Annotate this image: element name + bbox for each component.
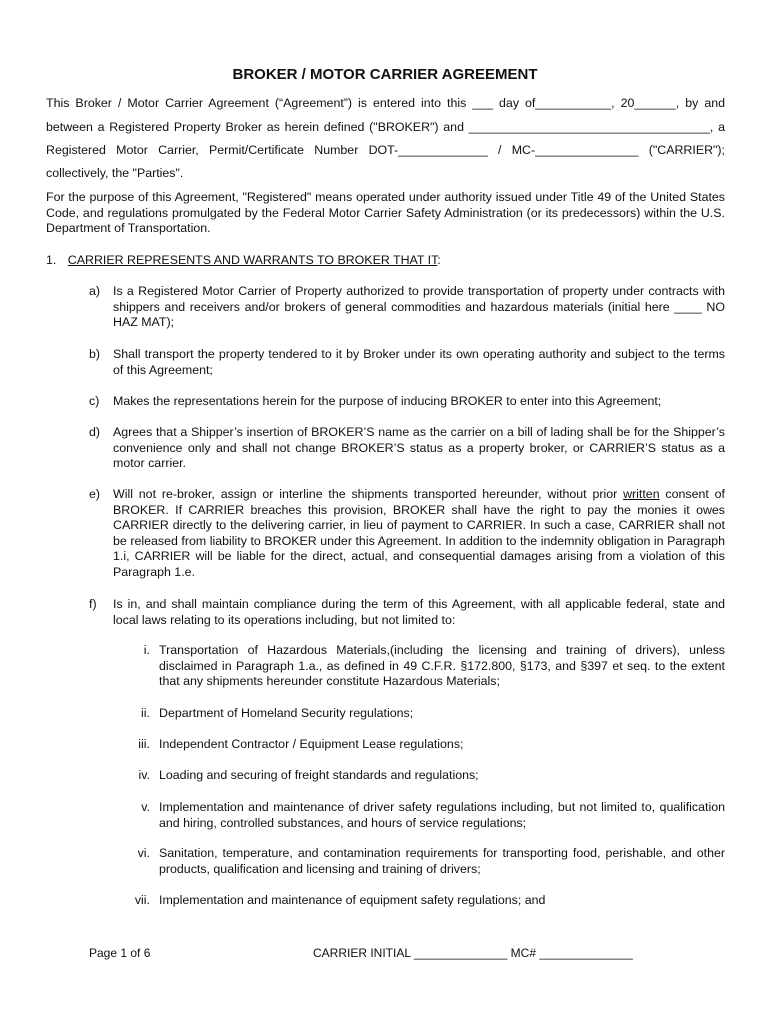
section-number: 1.	[46, 253, 57, 267]
subitem-text: Independent Contractor / Equipment Lease regulations;	[159, 737, 464, 751]
intro-line-4: collectively, the "Parties".	[46, 166, 184, 180]
item-label: f)	[89, 597, 97, 611]
subitem-label: v.	[141, 800, 150, 814]
item-label: c)	[89, 394, 100, 408]
subitem-text: Department of Homeland Security regulations;	[159, 706, 414, 720]
intro-line-3: Registered Motor Carrier, Permit/Certificate Number DOT-_____________ / MC-_______________ ("CARRIER");	[46, 143, 725, 157]
subitem-label: i.	[143, 643, 150, 657]
item-label: e)	[89, 487, 101, 501]
section-heading-suffix: :	[437, 253, 441, 267]
subitem-label: vi.	[137, 846, 150, 860]
item-label: a)	[89, 284, 101, 298]
written-underlined: written	[623, 487, 660, 501]
carrier-initial-footer: CARRIER INITIAL ______________ MC# ______________	[313, 946, 633, 960]
subitem-text: Implementation and maintenance of equipment safety regulations; and	[159, 893, 546, 907]
document-title: BROKER / MOTOR CARRIER AGREEMENT	[232, 66, 538, 83]
item-text	[113, 487, 725, 581]
page-number: Page 1 of 6	[89, 946, 151, 960]
item-text: Makes the representations herein for the purpose of inducing BROKER to enter into this Agreement;	[113, 394, 662, 408]
item-text: Is in, and shall maintain compliance during the term of this Agreement, with all applicable federal, state and local laws relating to its operations including, but not limited to:	[113, 597, 725, 627]
subitem-text: Implementation and maintenance of driver safety regulations including, but not limited to, qualification and hiring, controlled substances, and hours of service regulations;	[159, 800, 725, 830]
intro-line-2: between a Registered Property Broker as herein defined ("BROKER") and ___________________________________, a	[46, 120, 725, 134]
item-text: Agrees that a Shipper’s insertion of BROKER’S name as the carrier on a bill of lading shall be for the Shipper’s convenience only and shall not change BROKER’S status as a property broker, or CARRIER’S status as a motor carrier.	[113, 425, 725, 471]
subitem-label: vii.	[134, 893, 150, 907]
item-label: d)	[89, 425, 101, 439]
item-text-before: Will not re-broker, assign or interline the shipments transported hereunder, without prior	[113, 487, 624, 501]
subitem-label: iii.	[138, 737, 150, 751]
section-heading-text: CARRIER REPRESENTS AND WARRANTS TO BROKER THAT IT	[67, 253, 438, 267]
registered-definition: For the purpose of this Agreement, "Registered" means operated under authority issued under Title 49 of the United States Code, and regulations promulgated by the Federal Motor Carrier Safety Administration (or its predecessors) within the U.S. Department of Transportation.	[46, 190, 725, 236]
subitem-text: Sanitation, temperature, and contamination requirements for transporting food, perishable, and other products, qualification and licensing and training of drivers;	[159, 846, 725, 876]
subitem-text: Loading and securing of freight standards and regulations;	[159, 768, 479, 782]
subitem-label: iv.	[138, 768, 150, 782]
item-text-after: consent of BROKER. If CARRIER breaches this provision, BROKER shall have the right to pay the monies it owes CARRIER directly to the delivering carrier, in lieu of payment to CARRIER. In such a case, CARRIER shall not be released from liability to BROKER under this Agreement. In addition to the indemnity obligation in Paragraph 1.i, CARRIER will be liable for the direct, actual, and consequential damages arising from a violation of this Paragraph 1.e.	[113, 487, 725, 579]
item-text: Is a Registered Motor Carrier of Property authorized to provide transportation of property under contracts with shippers and receivers and/or brokers of general commodities and hazardous materials (initial here ____ NO HAZ MAT);	[113, 284, 725, 330]
intro-line-1: This Broker / Motor Carrier Agreement (“Agreement”) is entered into this ___ day of___________, 20______, by and	[46, 96, 725, 110]
item-label: b)	[89, 347, 101, 361]
subitem-text: Transportation of Hazardous Materials,(including the licensing and training of drivers), unless disclaimed in Paragraph 1.a., as defined in 49 C.F.R. §172.800, §173, and §397 et seq. to the extent that any shipments hereunder constitute Hazardous Materials;	[159, 643, 725, 689]
subitem-label: ii.	[141, 706, 150, 720]
section-1-heading	[46, 253, 441, 269]
item-text: Shall transport the property tendered to it by Broker under its own operating authority and subject to the terms of this Agreement;	[113, 347, 725, 377]
